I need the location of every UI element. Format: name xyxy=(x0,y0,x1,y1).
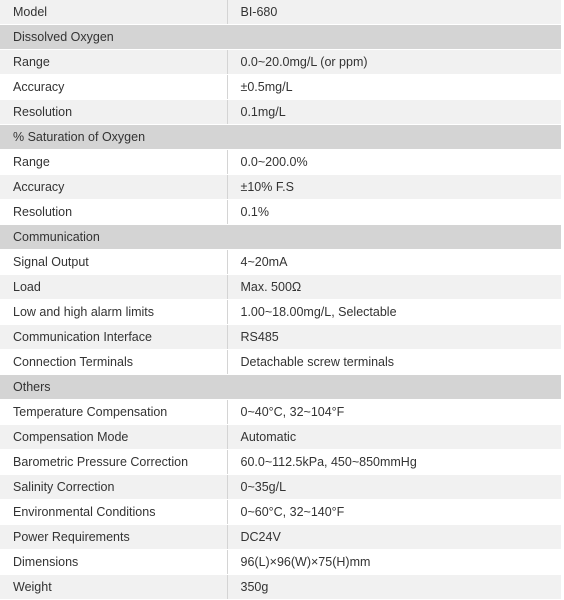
spec-key: Communication Interface xyxy=(0,325,227,350)
spec-row-comm-interface xyxy=(0,325,561,350)
spec-key: Power Requirements xyxy=(0,525,227,550)
spec-key: Signal Output xyxy=(0,250,227,275)
spec-value: BI-680 xyxy=(227,0,561,25)
spec-value: Max. 500Ω xyxy=(227,275,561,300)
spec-key: Salinity Correction xyxy=(0,475,227,500)
section-value xyxy=(227,125,561,150)
spec-value: 0.1mg/L xyxy=(227,100,561,125)
spec-key: Range xyxy=(0,150,227,175)
spec-key: Accuracy xyxy=(0,175,227,200)
spec-row-sat-accuracy xyxy=(0,175,561,200)
spec-key: Low and high alarm limits xyxy=(0,300,227,325)
section-value xyxy=(227,375,561,400)
spec-value: 4~20mA xyxy=(227,250,561,275)
spec-key: Model xyxy=(0,0,227,25)
spec-key: Temperature Compensation xyxy=(0,400,227,425)
spec-key: Resolution xyxy=(0,200,227,225)
spec-value: 96(L)×96(W)×75(H)mm xyxy=(227,550,561,575)
spec-row-power-requirements xyxy=(0,525,561,550)
section-header-dissolved-oxygen xyxy=(0,25,561,50)
spec-row-do-resolution xyxy=(0,100,561,125)
spec-value: 60.0~112.5kPa, 450~850mmHg xyxy=(227,450,561,475)
spec-row-salinity-correction xyxy=(0,475,561,500)
spec-row-temp-compensation xyxy=(0,400,561,425)
spec-value: 0~35g/L xyxy=(227,475,561,500)
section-value xyxy=(227,225,561,250)
spec-value: 1.00~18.00mg/L, Selectable xyxy=(227,300,561,325)
spec-row-sat-range xyxy=(0,150,561,175)
section-value xyxy=(227,25,561,50)
spec-key: Accuracy xyxy=(0,75,227,100)
spec-key: Dimensions xyxy=(0,550,227,575)
section-header-communication xyxy=(0,225,561,250)
spec-row-load xyxy=(0,275,561,300)
spec-value: 0.0~200.0% xyxy=(227,150,561,175)
spec-value: 0.1% xyxy=(227,200,561,225)
spec-value: Detachable screw terminals xyxy=(227,350,561,375)
spec-key: Resolution xyxy=(0,100,227,125)
section-header-saturation xyxy=(0,125,561,150)
spec-row-dimensions xyxy=(0,550,561,575)
spec-key: Load xyxy=(0,275,227,300)
spec-key: Weight xyxy=(0,575,227,600)
spec-value: Automatic xyxy=(227,425,561,450)
spec-value: 0.0~20.0mg/L (or ppm) xyxy=(227,50,561,75)
spec-row-model xyxy=(0,0,561,25)
spec-row-alarm-limits xyxy=(0,300,561,325)
spec-value: RS485 xyxy=(227,325,561,350)
spec-row-connection-terminals xyxy=(0,350,561,375)
spec-row-barometric-correction xyxy=(0,450,561,475)
spec-key: Barometric Pressure Correction xyxy=(0,450,227,475)
spec-key: Environmental Conditions xyxy=(0,500,227,525)
spec-value: ±10% F.S xyxy=(227,175,561,200)
spec-row-signal-output xyxy=(0,250,561,275)
spec-row-compensation-mode xyxy=(0,425,561,450)
spec-row-sat-resolution xyxy=(0,200,561,225)
spec-value: 350g xyxy=(227,575,561,600)
section-title: Others xyxy=(0,375,227,400)
spec-key: Compensation Mode xyxy=(0,425,227,450)
section-title: % Saturation of Oxygen xyxy=(0,125,227,150)
section-header-others xyxy=(0,375,561,400)
spec-row-do-accuracy xyxy=(0,75,561,100)
spec-value: DC24V xyxy=(227,525,561,550)
spec-value: ±0.5mg/L xyxy=(227,75,561,100)
spec-row-do-range xyxy=(0,50,561,75)
spec-row-environmental-conditions xyxy=(0,500,561,525)
spec-row-weight xyxy=(0,575,561,600)
section-title: Communication xyxy=(0,225,227,250)
spec-key: Range xyxy=(0,50,227,75)
spec-key: Connection Terminals xyxy=(0,350,227,375)
spec-value: 0~60°C, 32~140°F xyxy=(227,500,561,525)
section-title: Dissolved Oxygen xyxy=(0,25,227,50)
spec-value: 0~40°C, 32~104°F xyxy=(227,400,561,425)
